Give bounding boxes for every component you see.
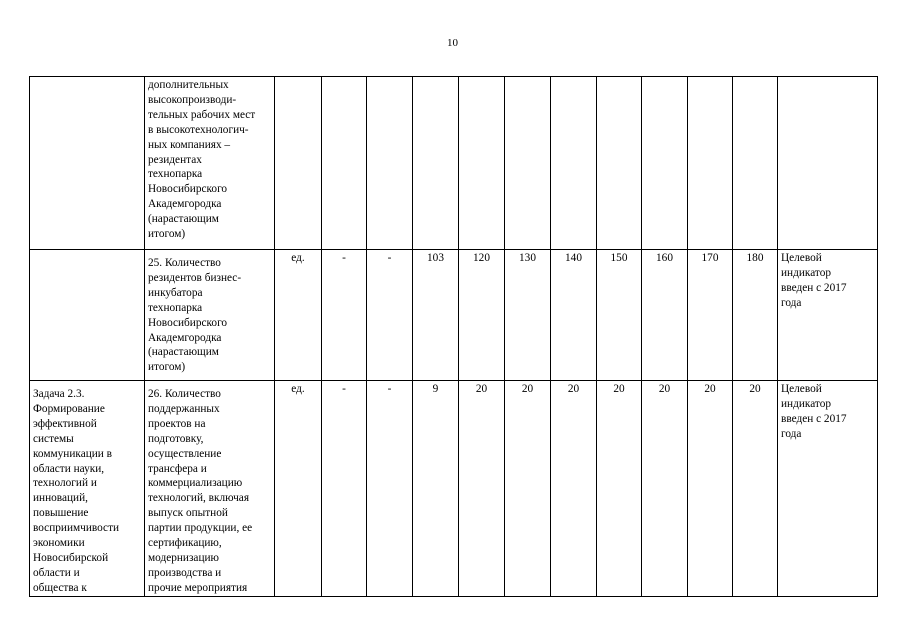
value-cell: 9 bbox=[413, 381, 459, 597]
table-row bbox=[30, 77, 878, 250]
table-row bbox=[30, 250, 878, 381]
value-cell bbox=[459, 77, 505, 250]
value-cell: 140 bbox=[551, 250, 597, 381]
value-cell bbox=[551, 77, 597, 250]
value-cell: 180 bbox=[733, 250, 778, 381]
note-cell: Целевой индикатор введен с 2017 года bbox=[778, 250, 878, 381]
task-cell bbox=[30, 250, 145, 381]
value-cell: - bbox=[367, 250, 413, 381]
value-cell: 20 bbox=[505, 381, 551, 597]
value-cell: 160 bbox=[642, 250, 688, 381]
value-cell bbox=[642, 77, 688, 250]
value-cell bbox=[322, 77, 367, 250]
value-cell: 20 bbox=[733, 381, 778, 597]
note-cell bbox=[778, 77, 878, 250]
value-cell: 20 bbox=[551, 381, 597, 597]
value-cell bbox=[688, 77, 733, 250]
value-cell: - bbox=[322, 250, 367, 381]
note-cell: Целевой индикатор введен с 2017 года bbox=[778, 381, 878, 597]
table-row bbox=[30, 381, 878, 597]
value-cell bbox=[733, 77, 778, 250]
unit-cell: ед. bbox=[275, 250, 322, 381]
value-cell: 20 bbox=[597, 381, 642, 597]
value-cell: - bbox=[367, 381, 413, 597]
value-cell: 120 bbox=[459, 250, 505, 381]
value-cell: 20 bbox=[688, 381, 733, 597]
indicator-cell: 26. Количество поддержанных проектов на подготовку, осуществление трансфера и коммерциализацию технологий, включая выпуск опытной партии продукции, ее сертификацию, модернизацию производства и прочие мероприятия bbox=[145, 381, 275, 597]
indicator-cell: дополнительных высокопроизводи- тельных рабочих мест в высокотехнологич- ных компаниях – резидентах технопарка Новосибирского Академгородка (нарастающим итогом) bbox=[145, 77, 275, 250]
value-cell: 20 bbox=[459, 381, 505, 597]
page-number: 10 bbox=[447, 37, 458, 49]
value-cell bbox=[367, 77, 413, 250]
indicator-cell: 25. Количество резидентов бизнес- инкубатора технопарка Новосибирского Академгородка (нарастающим итогом) bbox=[145, 250, 275, 381]
task-cell bbox=[30, 77, 145, 250]
value-cell bbox=[505, 77, 551, 250]
value-cell: - bbox=[322, 381, 367, 597]
value-cell bbox=[597, 77, 642, 250]
unit-cell bbox=[275, 77, 322, 250]
value-cell: 130 bbox=[505, 250, 551, 381]
indicator-table bbox=[29, 76, 878, 597]
value-cell: 20 bbox=[642, 381, 688, 597]
value-cell: 103 bbox=[413, 250, 459, 381]
unit-cell: ед. bbox=[275, 381, 322, 597]
task-cell: Задача 2.3. Формирование эффективной системы коммуникации в области науки, технологий и инноваций, повышение восприимчивости экономики Новосибирской области и общества к bbox=[30, 381, 145, 597]
value-cell: 150 bbox=[597, 250, 642, 381]
value-cell: 170 bbox=[688, 250, 733, 381]
value-cell bbox=[413, 77, 459, 250]
